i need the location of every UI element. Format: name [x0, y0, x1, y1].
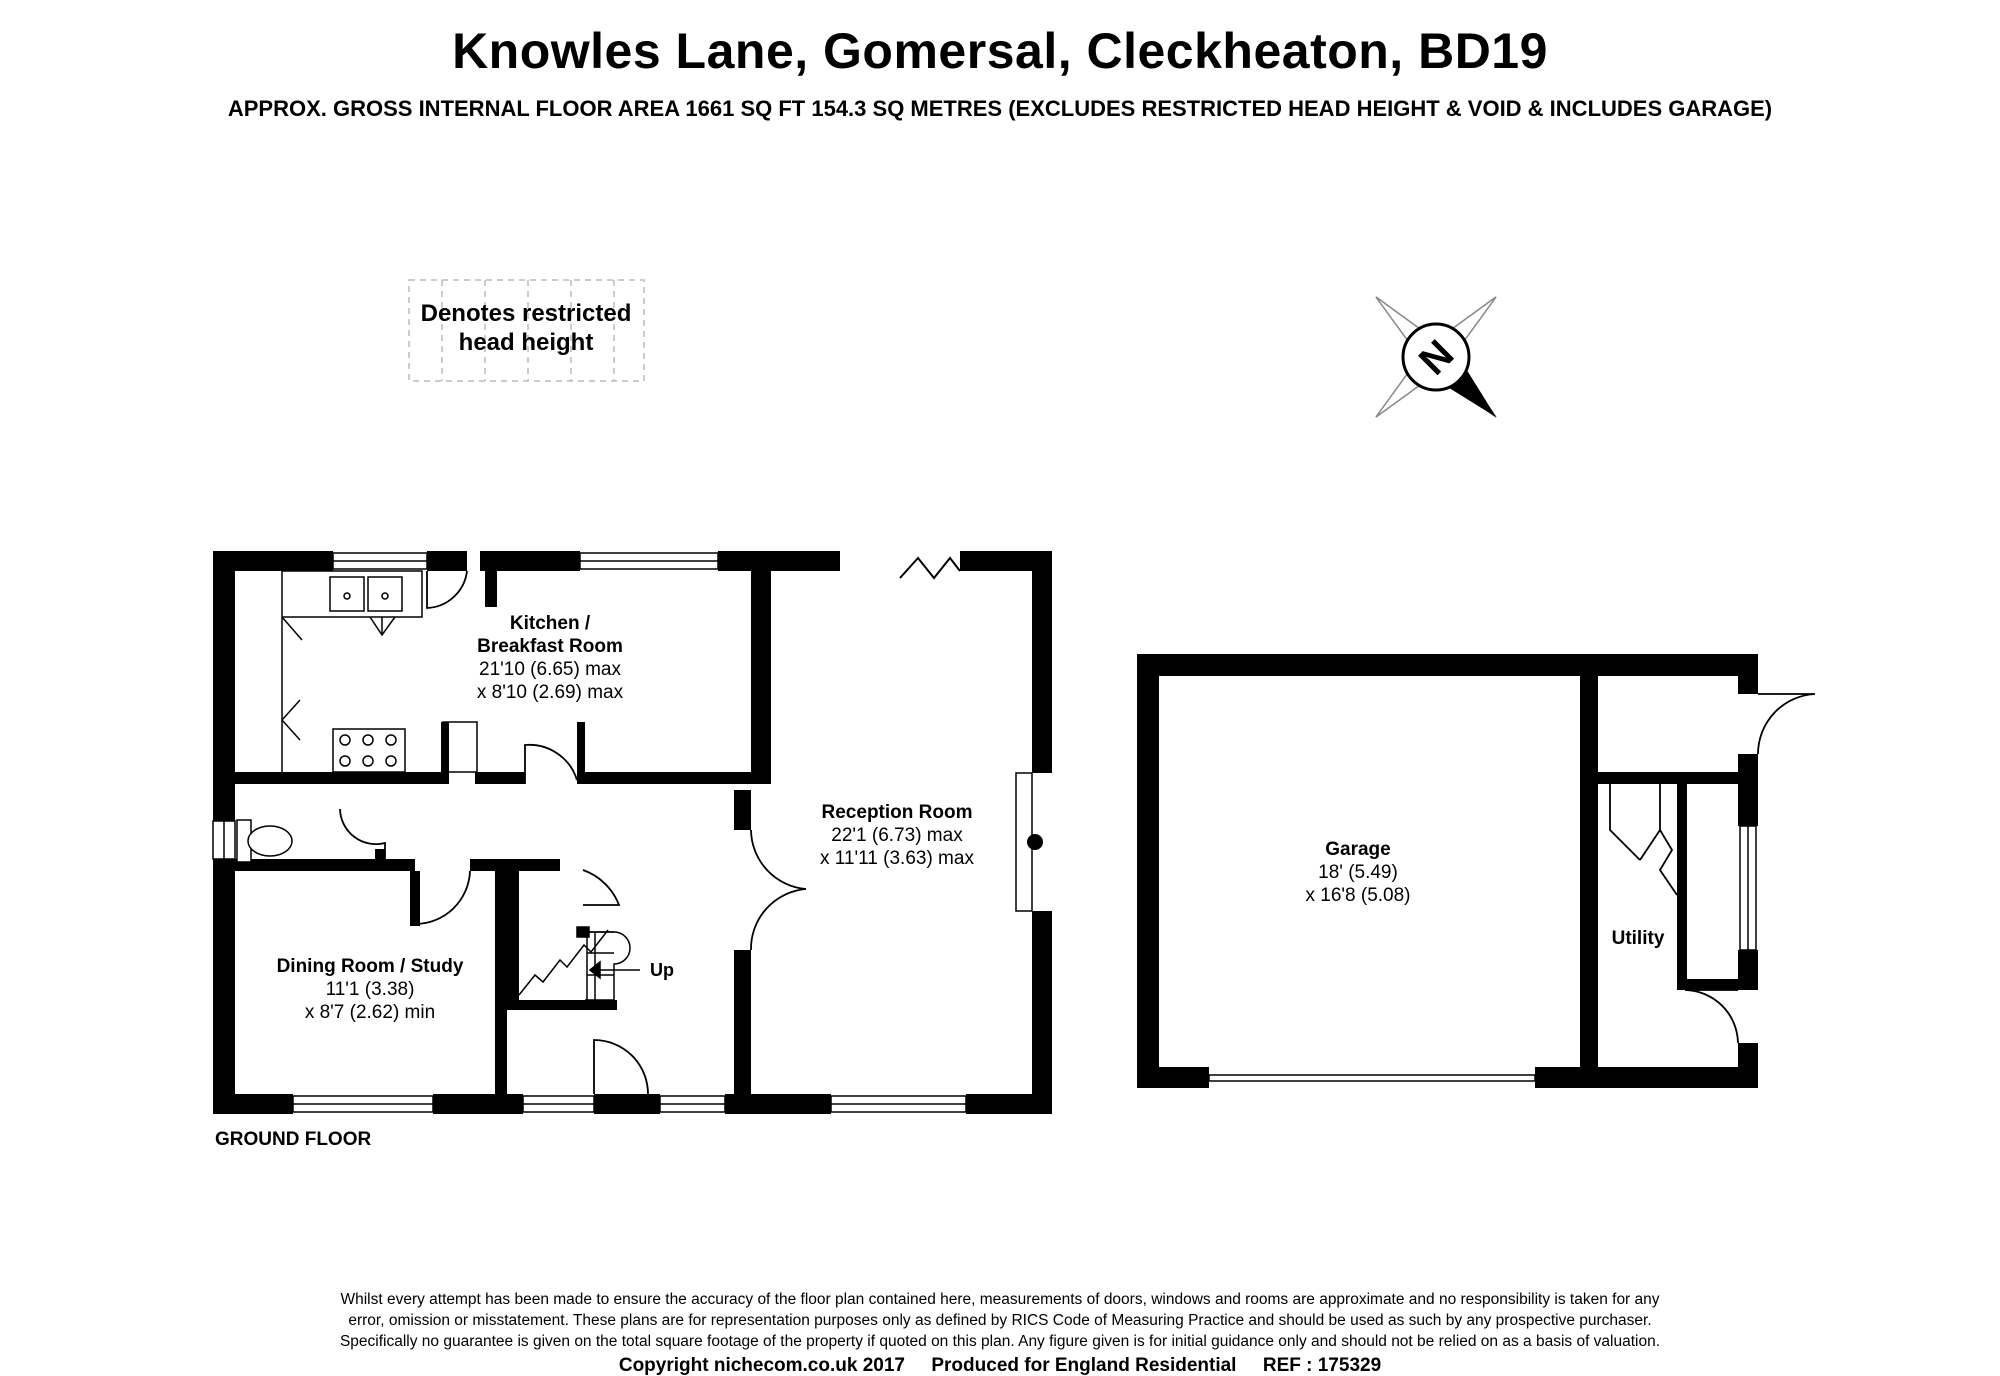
- bifold-door-icon: [900, 558, 960, 578]
- reception-label-group: [820, 802, 974, 869]
- utility-name: Utility: [1611, 928, 1665, 949]
- kitchen-worktop: [282, 571, 422, 617]
- garage-door-swings: [1610, 694, 1815, 1043]
- legend-text-line2: head height: [458, 329, 594, 356]
- staircase: [519, 927, 640, 1000]
- disclaimer: [220, 1289, 1780, 1352]
- garage-label-group: [1305, 839, 1410, 906]
- compass-north-letter: N: [1410, 331, 1463, 384]
- copyright-line: Copyright nichecom.co.uk 2017 Produced for England Residential REF : 175329: [618, 1355, 1382, 1376]
- disclaimer-line3: Specifically no guarantee is given on the total square footage of the property if quoted on this plan. Any figure given is for initial guidance only and should not be relied on as a basis of valuation.: [339, 1333, 1661, 1350]
- dining-label-group: [277, 956, 464, 1023]
- disclaimer-line2: error, omission or misstatement. These plans are for representation purposes only as defined by RICS Code of Measuring Practice and should be used as such by any prospective purchaser.: [348, 1312, 1652, 1329]
- toilet-icon: [237, 820, 292, 862]
- floor-area-subtitle: APPROX. GROSS INTERNAL FLOOR AREA 1661 SQ FT 154.3 SQ METRES (EXCLUDES RESTRICTED HEAD HEIGHT & VOID & INCLUDES GARAGE): [227, 96, 1773, 121]
- reception-name: Reception Room: [821, 802, 973, 823]
- kitchen-dim-line2: x 8'10 (2.69) max: [476, 682, 624, 703]
- garage-name: Garage: [1325, 839, 1391, 860]
- legend-text-line1: Denotes restricted: [420, 300, 632, 327]
- garage-openings: [1209, 826, 1756, 1081]
- fireplace-icon: [1027, 834, 1043, 850]
- reception-dim-line1: 22'1 (6.73) max: [831, 825, 963, 846]
- dining-name: Dining Room / Study: [276, 956, 464, 977]
- kitchen-name-line1: Kitchen /: [509, 613, 591, 634]
- garage-dim-line1: 18' (5.49): [1318, 862, 1398, 883]
- restricted-head-height-legend: [409, 280, 644, 381]
- stairs-up-label: Up: [650, 960, 674, 980]
- sink-right-icon: [368, 577, 402, 611]
- sink-left-icon: [330, 577, 364, 611]
- disclaimer-line1: Whilst every attempt has been made to ensure the accuracy of the floor plan contained here, measurements of doors, windows and rooms are approximate and no responsibility is taken for any: [340, 1291, 1660, 1308]
- reception-dim-line2: x 11'11 (3.63) max: [820, 848, 974, 869]
- ground-floor-label: GROUND FLOOR: [215, 1129, 372, 1150]
- kitchen-label-group: [477, 613, 624, 703]
- garage-dim-line2: x 16'8 (5.08): [1305, 885, 1411, 906]
- kitchen-name-line2: Breakfast Room: [477, 636, 623, 657]
- garage-walls: [1137, 654, 1758, 1088]
- plan-title: Knowles Lane, Gomersal, Cleckheaton, BD19: [452, 23, 1548, 79]
- dining-dim-line2: x 8'7 (2.62) min: [304, 1002, 436, 1023]
- kitchen-dim-line1: 21'10 (6.65) max: [479, 659, 621, 680]
- dining-dim-line1: 11'1 (3.38): [325, 979, 415, 1000]
